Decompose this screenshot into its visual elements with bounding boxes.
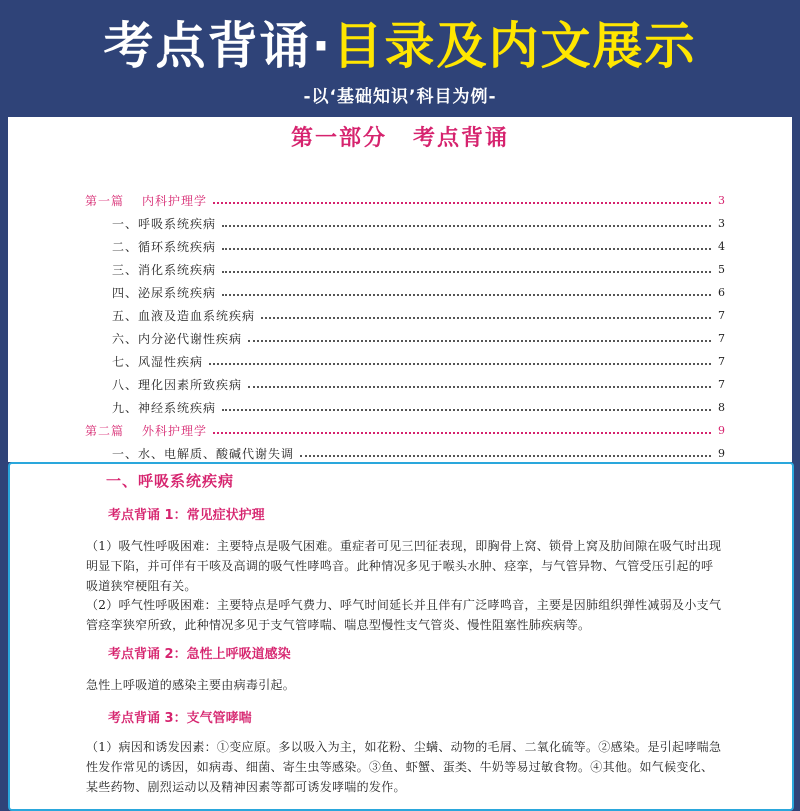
toc-chapter-title: 六、内分泌代谢性疾病 (112, 331, 243, 346)
banner-title-part1: 考点背诵· (103, 17, 333, 75)
toc-chapter-title: 七、风湿性疾病 (112, 354, 204, 369)
toc-chapter-title: 五、血液及造血系统疾病 (112, 308, 256, 323)
toc-chapter-row[interactable] (112, 374, 725, 394)
toc-page-number: 7 (718, 377, 725, 391)
chapter-title: 一、呼吸系统疾病 (106, 472, 235, 490)
toc-leader-dots (213, 432, 711, 434)
toc-page-number: 7 (718, 354, 725, 368)
toc-chapter-row[interactable] (112, 236, 725, 256)
toc-chapter-title: 二、循环系统疾病 (112, 239, 217, 254)
point-title-2: 考点背诵 2：急性上呼吸道感染 (108, 647, 291, 662)
toc-page-number: 3 (718, 193, 725, 207)
toc-leader-dots (213, 202, 711, 204)
toc-section-row[interactable] (85, 420, 725, 440)
toc-heading-part2: 考点背诵 (413, 125, 510, 151)
toc-chapter-title: 四、泌尿系统疾病 (112, 285, 217, 300)
toc-chapter-row[interactable] (112, 213, 725, 233)
toc-section-row[interactable] (85, 190, 725, 210)
toc-chapter-title: 一、呼吸系统疾病 (112, 216, 217, 231)
toc-page-number: 4 (718, 239, 725, 253)
toc-chapter-row[interactable] (112, 282, 725, 302)
toc-page-number: 7 (718, 308, 725, 322)
toc-page-number: 9 (718, 446, 725, 460)
toc-chapter-row[interactable] (112, 259, 725, 279)
toc-section-title: 内科护理学 (142, 193, 208, 208)
toc-leader-dots (248, 386, 711, 388)
toc-page-number: 3 (718, 216, 725, 230)
banner-title-part2: 目录及内文展示 (332, 17, 697, 75)
toc-chapter-row[interactable] (112, 397, 725, 417)
toc-section-title: 外科护理学 (142, 423, 208, 438)
toc-leader-dots (209, 363, 711, 365)
toc-page-number: 5 (718, 262, 725, 276)
toc-heading (8, 121, 792, 152)
banner-title (0, 6, 800, 78)
toc-leader-dots (222, 271, 711, 273)
toc-section-number: 第一篇 (85, 193, 125, 208)
toc-leader-dots (222, 294, 711, 296)
toc-chapter-row[interactable] (112, 305, 725, 325)
toc-heading-part1: 第一部分 (290, 125, 387, 151)
point3-paragraph-1: （1）病因和诱发因素：①变应原。多以吸入为主，如花粉、尘螨、动物的毛屑、二氧化硫等。②感染。是引起哮喘急性发作常见的诱因，如病毒、细菌、寄生虫等感染。③鱼、虾蟹、蛋类、牛奶等易过敏食物。④其他。如气候变化、某些药物、剧烈运动以及精神因素等都可诱发哮喘的发作。 (86, 740, 722, 794)
toc-page-number: 8 (718, 400, 725, 414)
content-page (8, 462, 794, 811)
point-title-1: 考点背诵 1：常见症状护理 (108, 508, 265, 523)
toc-chapter-row[interactable] (112, 443, 725, 462)
toc-chapter-row[interactable] (112, 351, 725, 371)
toc-leader-dots (248, 340, 711, 342)
point2-paragraph-1: 急性上呼吸道的感染主要由病毒引起。 (86, 678, 296, 692)
toc-leader-dots (222, 225, 711, 227)
toc-chapter-title: 三、消化系统疾病 (112, 262, 217, 277)
toc-page-number: 6 (718, 285, 725, 299)
toc-page-number: 7 (718, 331, 725, 345)
toc-chapter-title: 九、神经系统疾病 (112, 400, 217, 415)
toc-chapter-row[interactable] (112, 328, 725, 348)
toc-leader-dots (261, 317, 711, 319)
banner-subtitle: -以‘基础知识’科目为例- (303, 87, 497, 107)
toc-leader-dots (300, 455, 711, 457)
toc-chapter-title: 一、水、电解质、酸碱代谢失调 (112, 446, 295, 461)
toc-leader-dots (222, 409, 711, 411)
point1-paragraph-2: （2）呼气性呼吸困难：主要特点是呼气费力、呼气时间延长并且伴有广泛哮鸣音，主要是因肺组织弹性减弱及小支气管痉挛狭窄所致，此种情况多见于支气管哮喘、喘息型慢性支气管炎、慢性阻塞性肺疾病等。 (86, 598, 722, 632)
point-title-3: 考点背诵 3：支气管哮喘 (108, 711, 252, 726)
point1-paragraph-1: （1）吸气性呼吸困难：主要特点是吸气困难。重症者可见三凹征表现，即胸骨上窝、锁骨上窝及肋间隙在吸气时出现明显下陷，并可伴有干咳及高调的吸气性哮鸣音。此种情况多见于喉头水肿、痉挛，与气管异物、气管受压引起的呼吸道狭窄梗阻有关。 (86, 539, 722, 593)
toc-section-number: 第二篇 (85, 423, 125, 438)
toc-page-number: 9 (718, 423, 725, 437)
toc-chapter-title: 八、理化因素所致疾病 (112, 377, 243, 392)
toc-leader-dots (222, 248, 711, 250)
toc-page (8, 117, 792, 462)
